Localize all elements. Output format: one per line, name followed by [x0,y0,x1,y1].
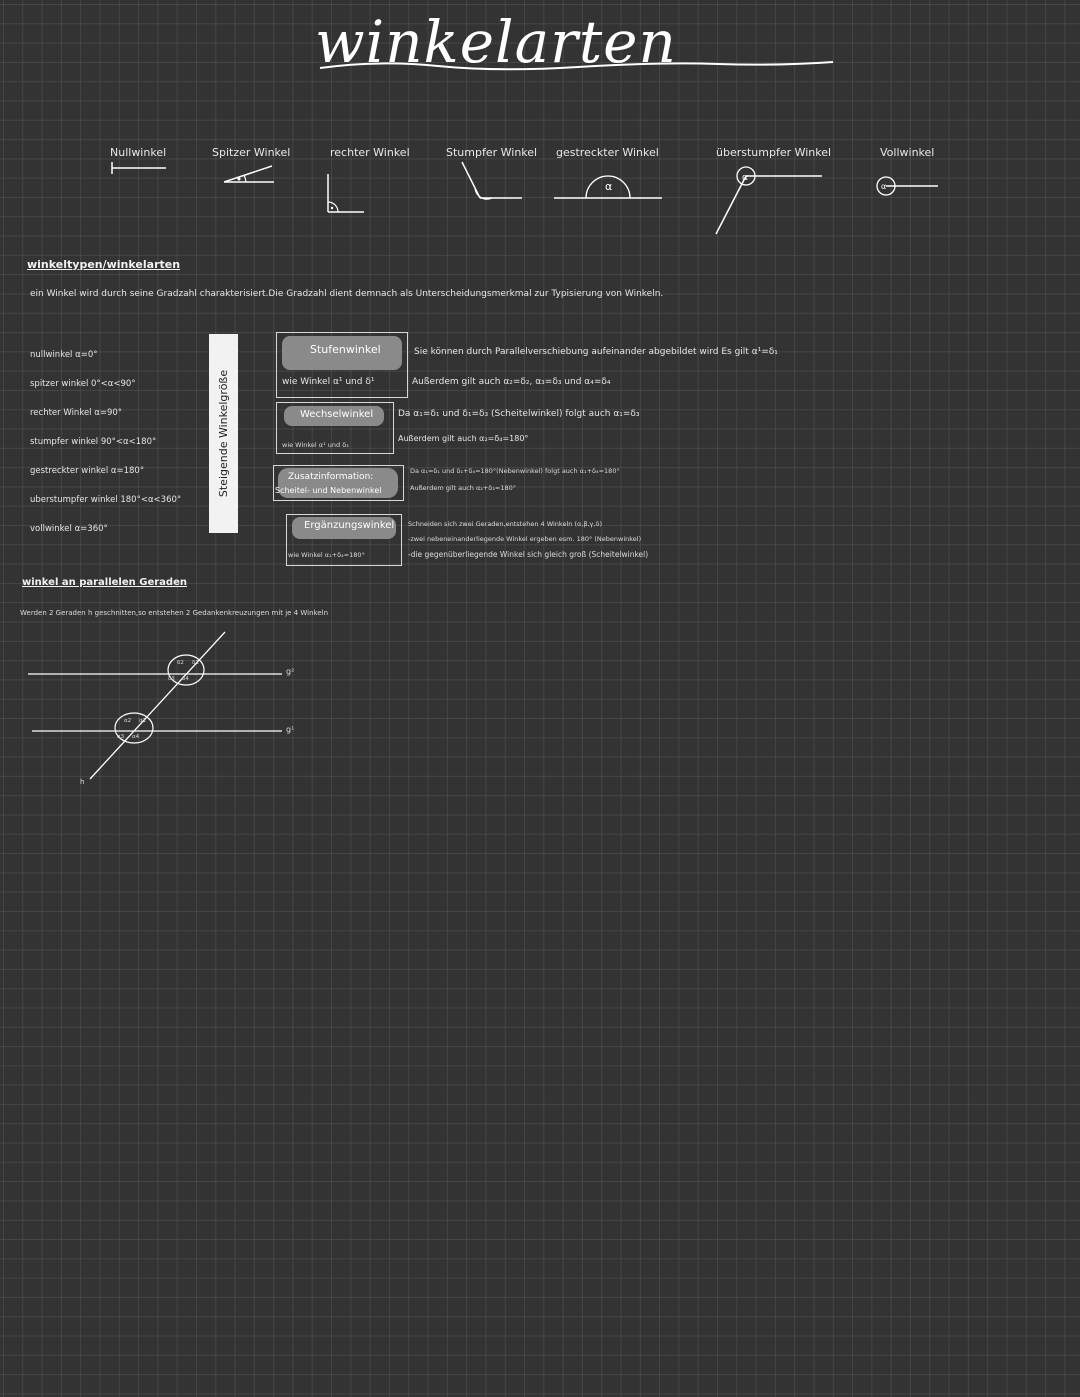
label-nullwinkel: Nullwinkel [110,146,167,159]
text-stufenwinkel-1: Sie können durch Parallelverschiebung aufeinander abgebildet wird Es gilt α¹=δ₁ [414,347,778,357]
vertical-label: Steigende Winkelgröße [217,369,230,498]
svg-text:α: α [605,180,613,193]
title-zusatzinformation: Zusatzinformation: [288,472,374,482]
label-delta2: δ2 [177,660,184,666]
title-wechselwinkel: Wechselwinkel [300,409,374,420]
svg-text:α: α [881,182,887,191]
range-ueberstumpfer-winkel: uberstumpfer winkel 180°<α<360° [30,495,182,505]
range-vollwinkel: vollwinkel α=360° [30,524,108,534]
section-intro-parallele-geraden: Werden 2 Geraden h geschnitten,so entstehen 2 Gedankenkreuzungen mit je 4 Winkeln [20,609,329,617]
label-alpha2: α2 [124,718,132,724]
text-wechselwinkel-2: Außerdem gilt auch α₂=δ₄=180° [398,434,529,443]
text-zusatzinformation-1: Da α₁=δ₁ und δ₁+δ₄=180°(Nebenwinkel) folgt auch α₁+δ₄=180° [410,467,620,475]
range-gestreckter-winkel: gestreckter winkel α=180° [30,466,145,476]
section-heading-winkeltypen: winkeltypen/winkelarten [27,258,181,271]
transversal-h [90,632,225,779]
sub-stufenwinkel: wie Winkel α¹ und δ¹ [282,377,375,387]
label-rechter-winkel: rechter Winkel [330,146,410,159]
section-intro-winkeltypen: ein Winkel wird durch seine Gradzahl charakterisiert.Die Gradzahl dient demnach als Unterscheidungsmerkmal zur Typisierung von Winkeln. [30,289,664,299]
label-delta1: δ1 [192,660,199,666]
title-ergaenzungswinkel: Ergänzungswinkel [304,520,395,531]
label-alpha4: α4 [132,734,140,740]
sub-zusatzinformation: Scheitel- und Nebenwinkel [275,486,382,495]
label-stumpfer-winkel: Stumpfer Winkel [446,146,538,159]
label-h: h [80,778,85,786]
text-wechselwinkel-1: Da α₁=δ₁ und δ₁=δ₃ (Scheitelwinkel) folgt auch α₁=δ₃ [398,409,640,419]
range-stumpfer-winkel: stumpfer winkel 90°<α<180° [30,437,157,447]
sub-wechselwinkel: wie Winkel α¹ und δ₃ [282,441,349,449]
text-ergaenzungswinkel-3: -die gegenüberliegende Winkel sich gleich groß (Scheitelwinkel) [408,550,649,559]
sub-ergaenzungswinkel: wie Winkel α₁+δ₄=180° [288,551,365,559]
title-stufenwinkel: Stufenwinkel [310,343,381,356]
label-vollwinkel: Vollwinkel [880,146,935,159]
label-ueberstumpfer-winkel: überstumpfer Winkel [716,146,832,159]
label-delta4: δ4 [182,676,189,682]
label-g2: g² [286,667,295,676]
label-spitzer-winkel: Spitzer Winkel [212,146,291,159]
label-delta3: δ3 [168,676,175,682]
range-nullwinkel: nullwinkel α=0° [30,350,98,360]
label-alpha1: α1 [139,718,147,724]
text-ergaenzungswinkel-1: Schneiden sich zwei Geraden,entstehen 4 Winkeln (α,β,γ,δ) [408,520,602,528]
range-spitzer-winkel: spitzer winkel 0°<α<90° [30,379,136,389]
label-g1: g¹ [286,725,295,734]
label-alpha3: α3 [117,734,125,740]
text-stufenwinkel-2: Außerdem gilt auch α₂=δ₂, α₃=δ₃ und α₄=δ₄ [412,377,611,387]
text-ergaenzungswinkel-2: -zwei nebeneinanderliegende Winkel ergeben esm. 180° (Nebenwinkel) [408,535,642,543]
svg-text:α: α [742,173,748,183]
text-zusatzinformation-2: Außerdem gilt auch α₂+δ₃=180° [410,484,516,492]
label-gestreckter-winkel: gestreckter Winkel [556,146,659,159]
section-heading-parallele-geraden: winkel an parallelen Geraden [22,577,187,588]
range-rechter-winkel: rechter Winkel α=90° [30,408,123,418]
page-title: winkelarten [315,8,677,76]
